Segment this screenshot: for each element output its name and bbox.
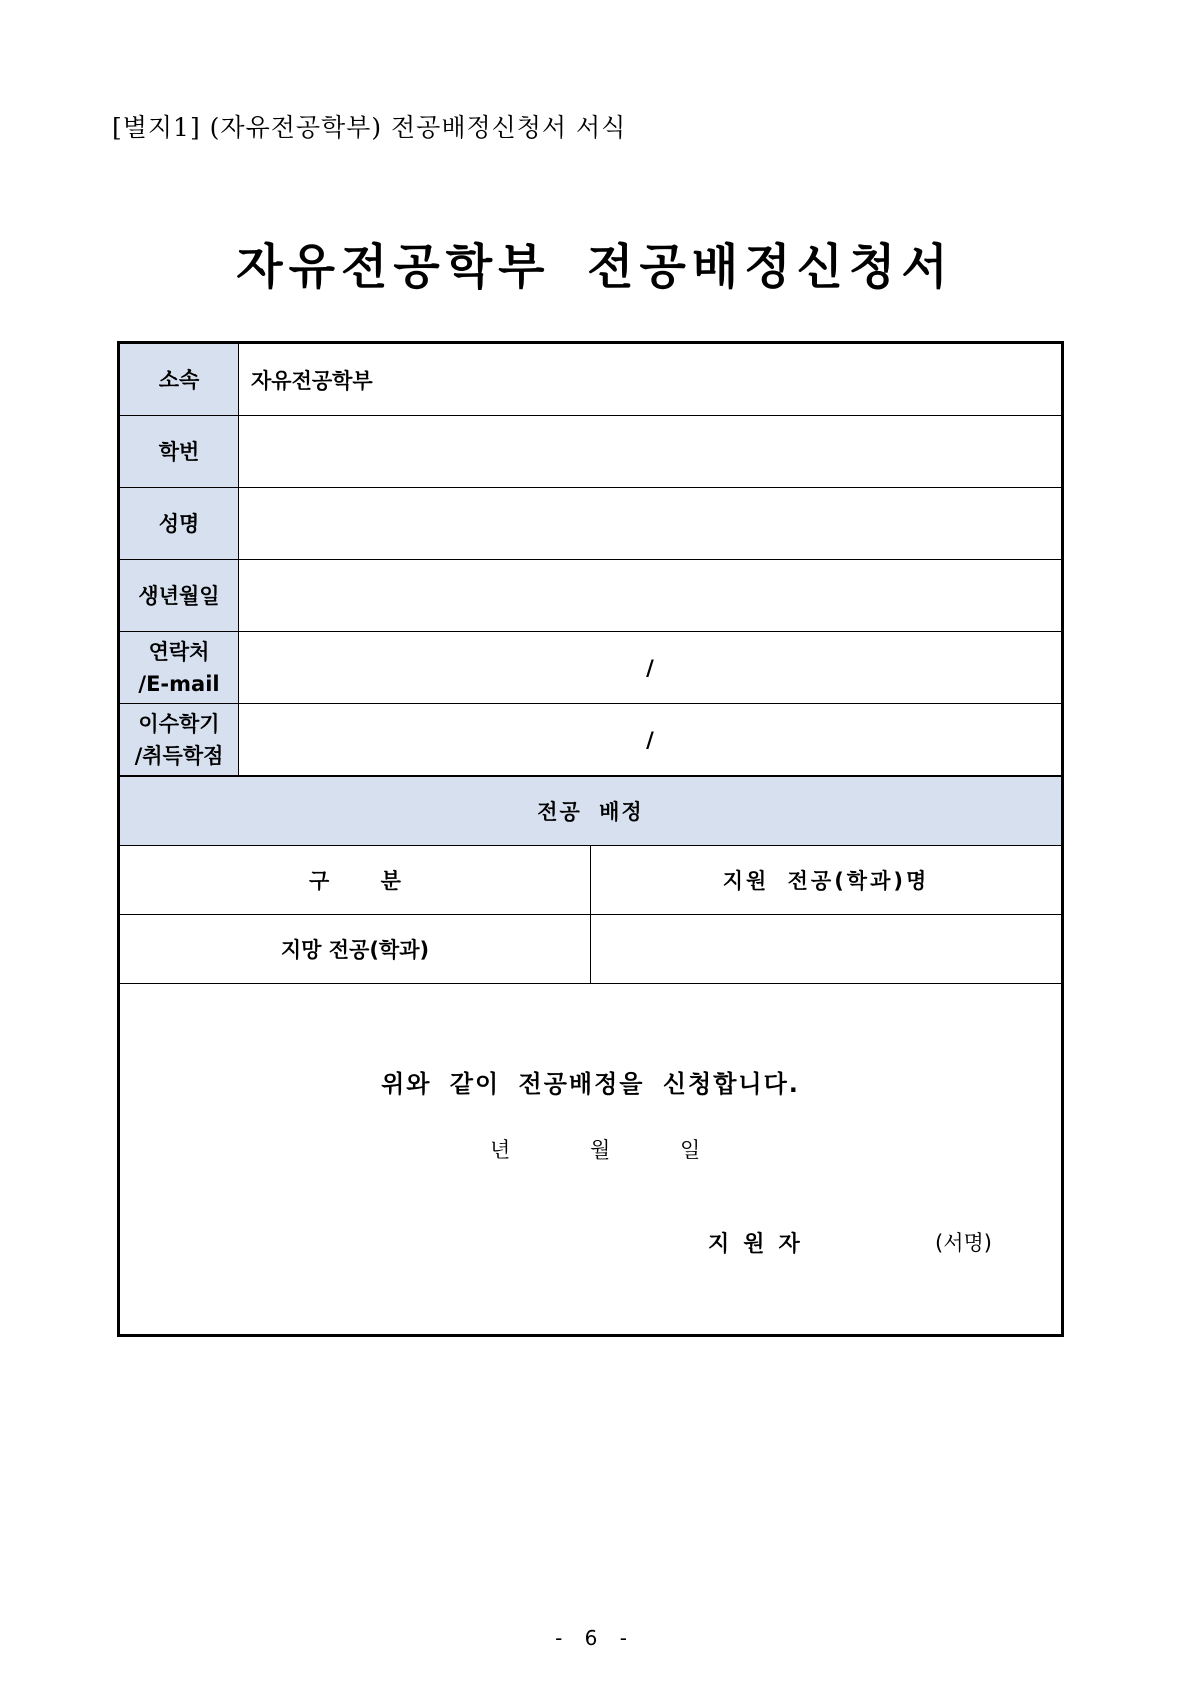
student-id-label: 학번 (119, 416, 239, 488)
semester-label-line1: 이수학기 (138, 711, 220, 736)
name-field[interactable] (239, 488, 1063, 560)
contact-label (119, 632, 239, 704)
semester-label-line2: /취득학점 (134, 743, 224, 768)
birthdate-field[interactable] (239, 560, 1063, 632)
declaration-statement: 위와 같이 전공배정을 신청합니다. (381, 1070, 800, 1098)
table-row (119, 777, 1063, 846)
semester-label (119, 704, 239, 777)
table-row (119, 488, 1063, 560)
day-label: 일 (680, 1138, 701, 1162)
birthdate-label: 생년월일 (119, 560, 239, 632)
form-title: 자유전공학부 전공배정신청서 (236, 239, 954, 295)
affiliation-label: 소속 (119, 343, 239, 416)
semester-field[interactable]: / (239, 704, 1063, 777)
year-label: 년 (490, 1138, 511, 1162)
table-row (119, 416, 1063, 488)
attachment-label: [별지1] (자유전공학부) 전공배정신청서 서식 (112, 113, 627, 142)
declaration-area (119, 984, 1063, 1336)
table-row (119, 915, 1063, 984)
date-row (120, 1134, 1061, 1164)
signature-label[interactable]: (서명) (935, 1231, 992, 1255)
major-assignment-table (117, 776, 1064, 1337)
table-row (119, 632, 1063, 704)
table-row (119, 704, 1063, 777)
student-id-field[interactable] (239, 416, 1063, 488)
applicant-info-table (117, 341, 1064, 778)
contact-label-line2: /E-mail (138, 671, 220, 696)
major-name-header: 지원 전공(학과)명 (591, 846, 1063, 915)
table-row (119, 560, 1063, 632)
category-header: 구 분 (119, 846, 591, 915)
table-row (119, 343, 1063, 416)
table-row (119, 846, 1063, 915)
name-label: 성명 (119, 488, 239, 560)
desired-major-field[interactable] (591, 915, 1063, 984)
section-header: 전공 배정 (119, 777, 1063, 846)
month-label: 월 (590, 1138, 611, 1162)
page-number: - 6 - (555, 1626, 635, 1650)
applicant-label: 지원자 (708, 1232, 814, 1257)
contact-label-line1: 연락처 (148, 639, 210, 664)
contact-field[interactable]: / (239, 632, 1063, 704)
table-row (119, 984, 1063, 1336)
desired-major-label: 지망 전공(학과) (119, 915, 591, 984)
affiliation-value[interactable]: 자유전공학부 (239, 343, 1063, 416)
